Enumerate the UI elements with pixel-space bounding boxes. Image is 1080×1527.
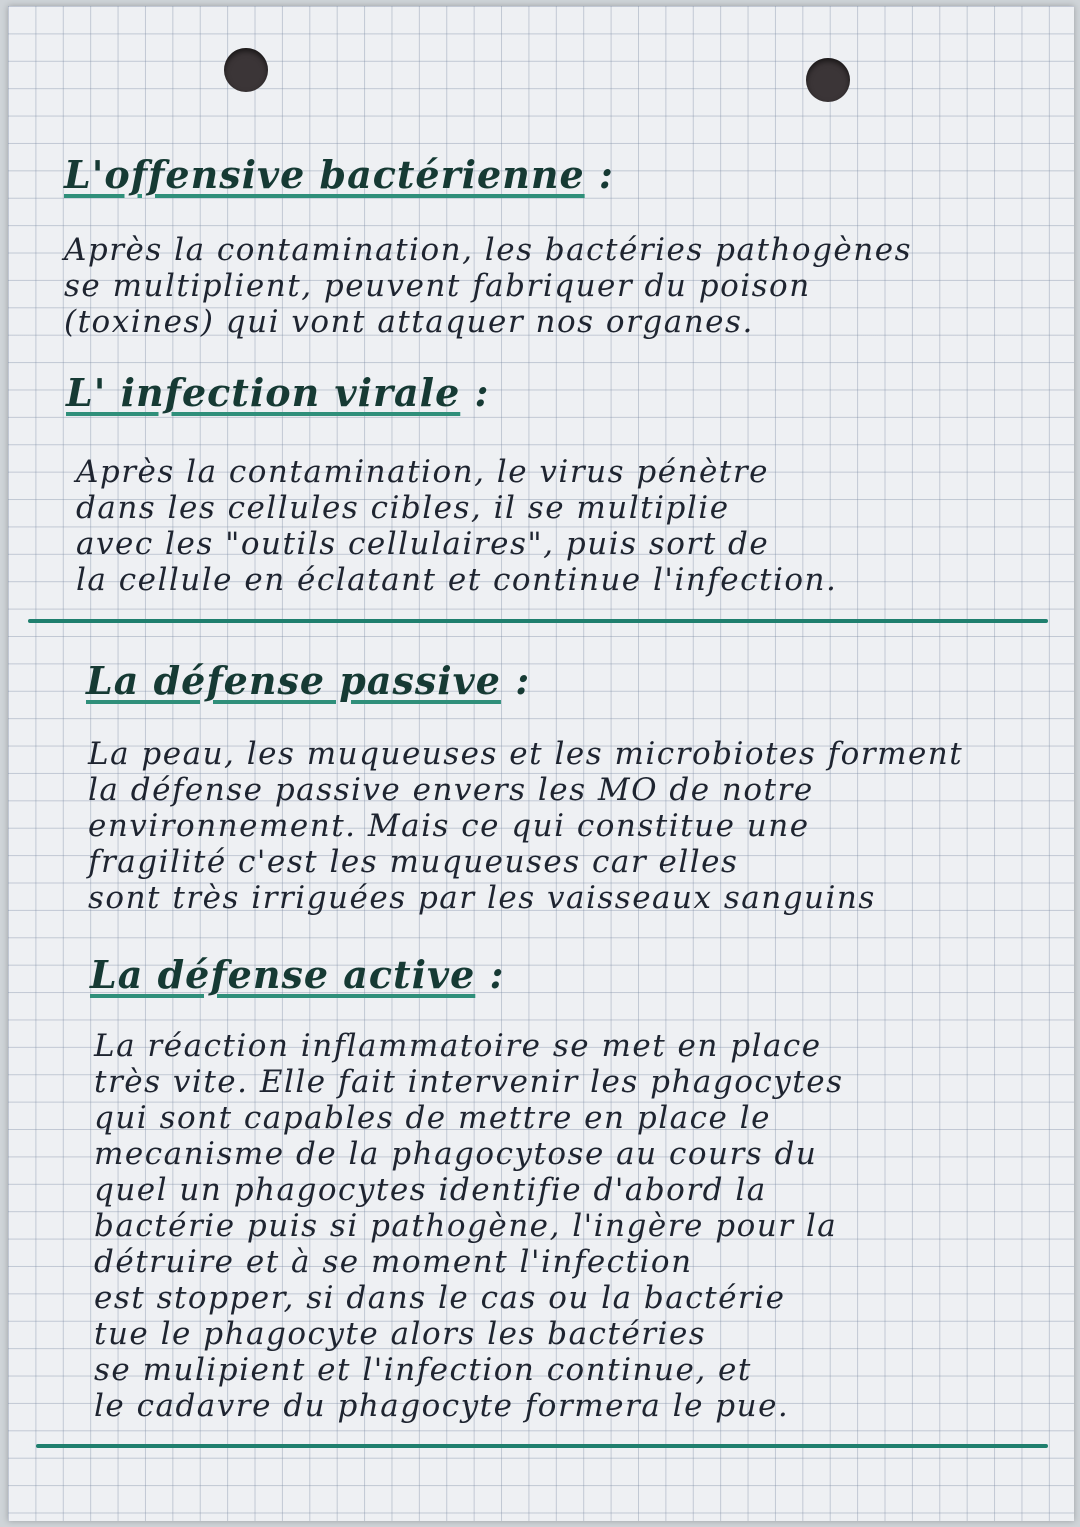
text-line: La peau, les muqueuses et les microbiotes forment <box>88 736 964 772</box>
text-line: Après la contamination, les bactéries pathogènes <box>64 232 912 268</box>
text-line: la défense passive envers les MO de notre <box>88 772 814 808</box>
text-line: qui sont capables de mettre en place le <box>94 1100 771 1136</box>
heading-infection-virale <box>66 370 490 415</box>
text-line: avec les "outils cellulaires", puis sort de <box>76 526 770 562</box>
text-line: environnement. Mais ce qui constitue une <box>88 808 810 844</box>
heading-text: La défense active <box>90 952 476 997</box>
heading-text: La défense passive <box>86 658 501 703</box>
text-line: le cadavre du phagocyte formera le pue. <box>94 1388 790 1424</box>
paragraph-defense-active <box>94 1028 844 1424</box>
text-line: (toxines) qui vont attaquer nos organes. <box>64 304 754 340</box>
heading-colon: : <box>598 152 614 197</box>
text-line: La réaction inflammatoire se met en place <box>94 1028 822 1064</box>
text-line: fragilité c'est les muqueuses car elles <box>88 844 739 880</box>
notebook-page <box>8 6 1074 1521</box>
text-line: bactérie puis si pathogène, l'ingère pour la <box>94 1208 838 1244</box>
heading-colon: : <box>489 952 505 997</box>
heading-colon: : <box>474 370 490 415</box>
paragraph-defense-passive <box>88 736 963 916</box>
text-line: mecanisme de la phagocytose au cours du <box>94 1136 818 1172</box>
paragraph-infection-virale <box>76 454 837 598</box>
paragraph-offensive-bacterienne <box>64 232 912 340</box>
text-line: tue le phagocyte alors les bactéries <box>94 1316 707 1352</box>
heading-colon: : <box>515 658 531 703</box>
binder-hole-right <box>806 58 850 102</box>
heading-text: L'offensive bactérienne <box>64 152 585 197</box>
divider-line <box>36 1444 1048 1448</box>
text-line: détruire et à se moment l'infection <box>94 1244 693 1280</box>
text-line: quel un phagocytes identifie d'abord la <box>94 1172 767 1208</box>
text-line: est stopper, si dans le cas ou la bactérie <box>94 1280 786 1316</box>
text-line: sont très irriguées par les vaisseaux sanguins <box>88 880 876 916</box>
text-line: dans les cellules cibles, il se multiplie <box>76 490 730 526</box>
text-line: très vite. Elle fait intervenir les phagocytes <box>94 1064 844 1100</box>
divider-line <box>28 619 1048 623</box>
heading-defense-active <box>90 952 505 997</box>
binder-hole-left <box>224 48 268 92</box>
heading-defense-passive <box>86 658 530 703</box>
text-line: se mulipient et l'infection continue, et <box>94 1352 752 1388</box>
text-line: se multiplient, peuvent fabriquer du poison <box>64 268 811 304</box>
heading-offensive-bacterienne <box>64 152 614 197</box>
text-line: la cellule en éclatant et continue l'infection. <box>76 562 838 598</box>
heading-text: L' infection virale <box>66 370 461 415</box>
text-line: Après la contamination, le virus pénètre <box>76 454 770 490</box>
